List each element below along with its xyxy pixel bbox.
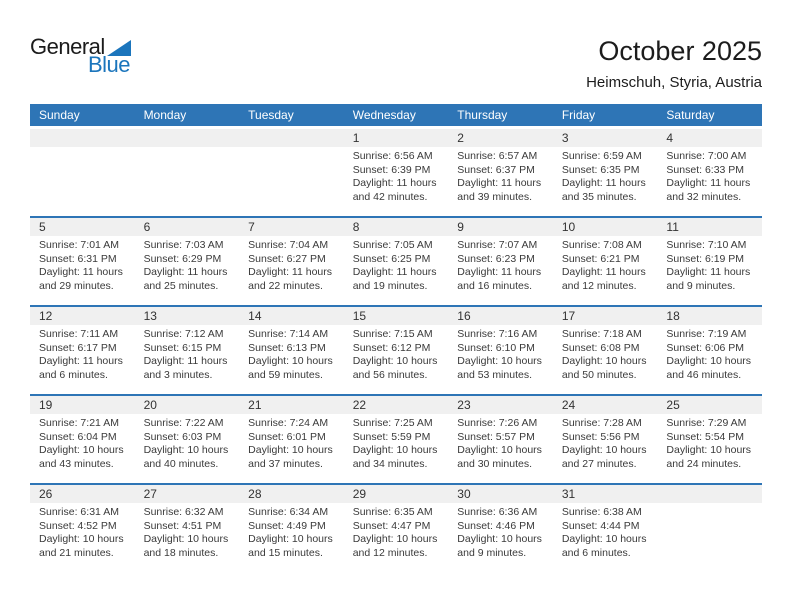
sunset-text: Sunset: 6:13 PM [248,341,326,354]
sunrise-text: Sunrise: 7:11 AM [39,328,119,340]
sunrise-text: Sunrise: 7:07 AM [457,239,538,251]
day-cell [239,307,344,394]
logo-text-general: General [30,34,105,59]
day-cell [344,485,449,572]
day-details [448,325,553,382]
daylight-text: Daylight: 11 hours and 3 minutes. [143,355,228,381]
sunset-text: Sunset: 6:31 PM [39,252,117,265]
day-header-sunday: Sunday [39,108,80,122]
day-cell [135,396,240,483]
day-details [344,236,449,293]
daylight-text: Daylight: 10 hours and 40 minutes. [143,444,229,470]
sunset-text: Sunset: 6:15 PM [143,341,222,354]
empty-day-cell [30,129,135,216]
daylight-text: Daylight: 11 hours and 6 minutes. [39,355,123,381]
day-header-row [30,104,762,126]
sunset-text: Sunset: 4:46 PM [457,519,535,532]
day-details [239,147,344,150]
day-details [30,503,135,560]
day-number: 19 [30,396,135,414]
empty-day-cell [135,129,240,216]
day-number: 18 [657,307,762,325]
sunrise-text: Sunrise: 7:03 AM [143,239,224,251]
sunset-text: Sunset: 4:49 PM [248,519,326,532]
sunrise-text: Sunrise: 7:10 AM [666,239,747,251]
daylight-text: Daylight: 11 hours and 25 minutes. [143,266,228,292]
day-header-tuesday: Tuesday [248,108,294,122]
day-details [239,503,344,560]
daylight-text: Daylight: 10 hours and 30 minutes. [457,444,542,470]
day-header-saturday: Saturday [666,108,715,122]
day-details [657,325,762,382]
day-number: 3 [553,129,658,147]
week-row [30,305,762,394]
day-number: 14 [239,307,344,325]
daylight-text: Daylight: 10 hours and 21 minutes. [39,533,124,559]
daylight-text: Daylight: 10 hours and 56 minutes. [352,355,438,381]
day-details [239,414,344,471]
day-number: 16 [448,307,553,325]
daylight-text: Daylight: 10 hours and 43 minutes. [39,444,124,470]
sunset-text: Sunset: 6:17 PM [39,341,117,354]
sunrise-text: Sunrise: 6:34 AM [248,506,329,518]
sunset-text: Sunset: 6:35 PM [561,163,640,176]
day-number: 7 [239,218,344,236]
sunset-text: Sunset: 6:04 PM [39,430,117,443]
day-number: 30 [448,485,553,503]
week-row [30,483,762,572]
day-cell [30,485,135,572]
day-details [448,236,553,293]
day-number: 12 [30,307,135,325]
day-cell [553,485,658,572]
week-row [30,127,762,216]
daylight-text: Daylight: 11 hours and 9 minutes. [666,266,751,292]
daylight-text: Daylight: 11 hours and 35 minutes. [561,177,646,203]
sunset-text: Sunset: 6:21 PM [561,252,640,265]
sunset-text: Sunset: 6:08 PM [561,341,640,354]
day-number: 9 [448,218,553,236]
sunset-text: Sunset: 6:10 PM [457,341,535,354]
general-blue-logo [30,36,130,75]
daylight-text: Daylight: 10 hours and 46 minutes. [666,355,752,381]
sunset-text: Sunset: 6:27 PM [248,252,326,265]
sunset-text: Sunset: 5:59 PM [352,430,431,443]
sunset-text: Sunset: 4:52 PM [39,519,117,532]
day-details [657,503,762,506]
day-cell [448,307,553,394]
day-number: 6 [135,218,240,236]
daylight-text: Daylight: 11 hours and 39 minutes. [457,177,542,203]
sunrise-text: Sunrise: 7:26 AM [457,417,538,429]
sunrise-text: Sunrise: 7:01 AM [39,239,119,251]
day-cell [30,307,135,394]
day-cell [135,307,240,394]
day-header-friday: Friday [561,108,596,122]
sunset-text: Sunset: 6:12 PM [352,341,431,354]
daylight-text: Daylight: 11 hours and 29 minutes. [39,266,123,292]
day-number: 23 [448,396,553,414]
day-number: 31 [553,485,658,503]
day-cell [657,129,762,216]
day-number: 10 [553,218,658,236]
sunrise-text: Sunrise: 6:31 AM [39,506,119,518]
sunrise-text: Sunrise: 6:35 AM [352,506,433,518]
day-cell [344,129,449,216]
sunset-text: Sunset: 5:54 PM [666,430,745,443]
daylight-text: Daylight: 10 hours and 53 minutes. [457,355,542,381]
day-cell [448,485,553,572]
daylight-text: Daylight: 11 hours and 16 minutes. [457,266,542,292]
day-cell [135,485,240,572]
day-details [30,414,135,471]
day-details [553,414,658,471]
day-cell [344,218,449,305]
sunrise-text: Sunrise: 7:15 AM [352,328,433,340]
day-details [30,147,135,150]
daylight-text: Daylight: 11 hours and 12 minutes. [561,266,646,292]
daylight-text: Daylight: 10 hours and 37 minutes. [248,444,333,470]
sunrise-text: Sunrise: 6:36 AM [457,506,538,518]
day-cell [239,218,344,305]
day-details [448,147,553,204]
daylight-text: Daylight: 11 hours and 42 minutes. [352,177,437,203]
daylight-text: Daylight: 11 hours and 32 minutes. [666,177,751,203]
day-cell [553,129,658,216]
day-cell [239,485,344,572]
page-subtitle: Heimschuh, Styria, Austria [586,74,762,91]
day-number: 2 [448,129,553,147]
sunset-text: Sunset: 6:33 PM [666,163,745,176]
sunset-text: Sunset: 6:23 PM [457,252,535,265]
day-details [553,325,658,382]
day-number: 20 [135,396,240,414]
day-number: 5 [30,218,135,236]
day-cell [553,218,658,305]
sunset-text: Sunset: 6:25 PM [352,252,431,265]
daylight-text: Daylight: 10 hours and 27 minutes. [561,444,647,470]
sunrise-text: Sunrise: 7:21 AM [39,417,119,429]
daylight-text: Daylight: 10 hours and 18 minutes. [143,533,229,559]
day-details [135,236,240,293]
day-number: 8 [344,218,449,236]
sunrise-text: Sunrise: 7:00 AM [666,150,747,162]
day-details [239,325,344,382]
sunrise-text: Sunrise: 7:24 AM [248,417,329,429]
day-cell [448,129,553,216]
sunset-text: Sunset: 6:39 PM [352,163,431,176]
daylight-text: Daylight: 11 hours and 19 minutes. [352,266,437,292]
daylight-text: Daylight: 11 hours and 22 minutes. [248,266,332,292]
sunset-text: Sunset: 6:37 PM [457,163,535,176]
daylight-text: Daylight: 10 hours and 34 minutes. [352,444,438,470]
day-details [30,236,135,293]
sunrise-text: Sunrise: 6:59 AM [561,150,642,162]
day-number: 27 [135,485,240,503]
sunrise-text: Sunrise: 7:18 AM [561,328,642,340]
day-details [344,325,449,382]
day-cell [30,396,135,483]
sunset-text: Sunset: 6:29 PM [143,252,222,265]
day-cell [657,396,762,483]
daylight-text: Daylight: 10 hours and 12 minutes. [352,533,438,559]
sunset-text: Sunset: 5:56 PM [561,430,640,443]
day-number [135,129,240,147]
day-details [135,325,240,382]
day-details [239,236,344,293]
day-number: 29 [344,485,449,503]
day-details [344,414,449,471]
day-details [344,503,449,560]
daylight-text: Daylight: 10 hours and 24 minutes. [666,444,752,470]
day-cell [553,396,658,483]
day-cell [448,218,553,305]
sunrise-text: Sunrise: 7:19 AM [666,328,747,340]
day-details [30,325,135,382]
day-number: 25 [657,396,762,414]
day-number: 1 [344,129,449,147]
day-details [135,503,240,560]
sunset-text: Sunset: 6:01 PM [248,430,326,443]
day-header-wednesday: Wednesday [352,108,416,122]
sunset-text: Sunset: 6:19 PM [666,252,745,265]
logo-text-blue: Blue [87,52,130,77]
day-number: 15 [344,307,449,325]
day-number: 11 [657,218,762,236]
sunrise-text: Sunrise: 7:22 AM [143,417,224,429]
calendar-table [30,104,762,572]
sunrise-text: Sunrise: 7:04 AM [248,239,329,251]
sunrise-text: Sunrise: 7:16 AM [457,328,538,340]
day-number: 13 [135,307,240,325]
day-details [657,236,762,293]
empty-day-cell [239,129,344,216]
sunrise-text: Sunrise: 7:25 AM [352,417,433,429]
day-number [239,129,344,147]
day-number: 26 [30,485,135,503]
daylight-text: Daylight: 10 hours and 50 minutes. [561,355,647,381]
sunrise-text: Sunrise: 7:08 AM [561,239,642,251]
sunrise-text: Sunrise: 7:14 AM [248,328,329,340]
daylight-text: Daylight: 10 hours and 9 minutes. [457,533,542,559]
day-details [344,147,449,204]
sunrise-text: Sunrise: 6:32 AM [143,506,224,518]
sunset-text: Sunset: 6:06 PM [666,341,745,354]
day-cell [448,396,553,483]
day-cell [30,218,135,305]
calendar-weeks [30,127,762,572]
day-details [657,147,762,204]
day-cell [344,396,449,483]
sunrise-text: Sunrise: 7:05 AM [352,239,433,251]
day-details [135,414,240,471]
sunset-text: Sunset: 4:44 PM [561,519,640,532]
sunset-text: Sunset: 4:51 PM [143,519,222,532]
day-header-thursday: Thursday [457,108,508,122]
day-cell [344,307,449,394]
day-number: 22 [344,396,449,414]
day-number: 21 [239,396,344,414]
day-details [553,503,658,560]
sunrise-text: Sunrise: 7:28 AM [561,417,642,429]
day-cell [553,307,658,394]
sunset-text: Sunset: 6:03 PM [143,430,222,443]
week-row [30,216,762,305]
week-row [30,394,762,483]
day-cell [657,218,762,305]
day-details [135,147,240,150]
title-block [586,36,762,91]
day-details [448,414,553,471]
day-details [448,503,553,560]
sunrise-text: Sunrise: 6:38 AM [561,506,642,518]
day-number: 4 [657,129,762,147]
sunrise-text: Sunrise: 6:57 AM [457,150,538,162]
day-cell [657,307,762,394]
sunset-text: Sunset: 5:57 PM [457,430,535,443]
empty-day-cell [657,485,762,572]
day-cell [135,218,240,305]
day-details [657,414,762,471]
sunrise-text: Sunrise: 7:12 AM [143,328,224,340]
day-header-monday: Monday [143,108,187,122]
sunrise-text: Sunrise: 6:56 AM [352,150,433,162]
day-number: 24 [553,396,658,414]
daylight-text: Daylight: 10 hours and 59 minutes. [248,355,333,381]
day-number: 17 [553,307,658,325]
day-details [553,147,658,204]
day-number [657,485,762,503]
daylight-text: Daylight: 10 hours and 15 minutes. [248,533,333,559]
sunset-text: Sunset: 4:47 PM [352,519,431,532]
day-number [30,129,135,147]
day-cell [239,396,344,483]
page-title: October 2025 [598,36,762,66]
sunrise-text: Sunrise: 7:29 AM [666,417,747,429]
day-number: 28 [239,485,344,503]
day-details [553,236,658,293]
daylight-text: Daylight: 10 hours and 6 minutes. [561,533,647,559]
